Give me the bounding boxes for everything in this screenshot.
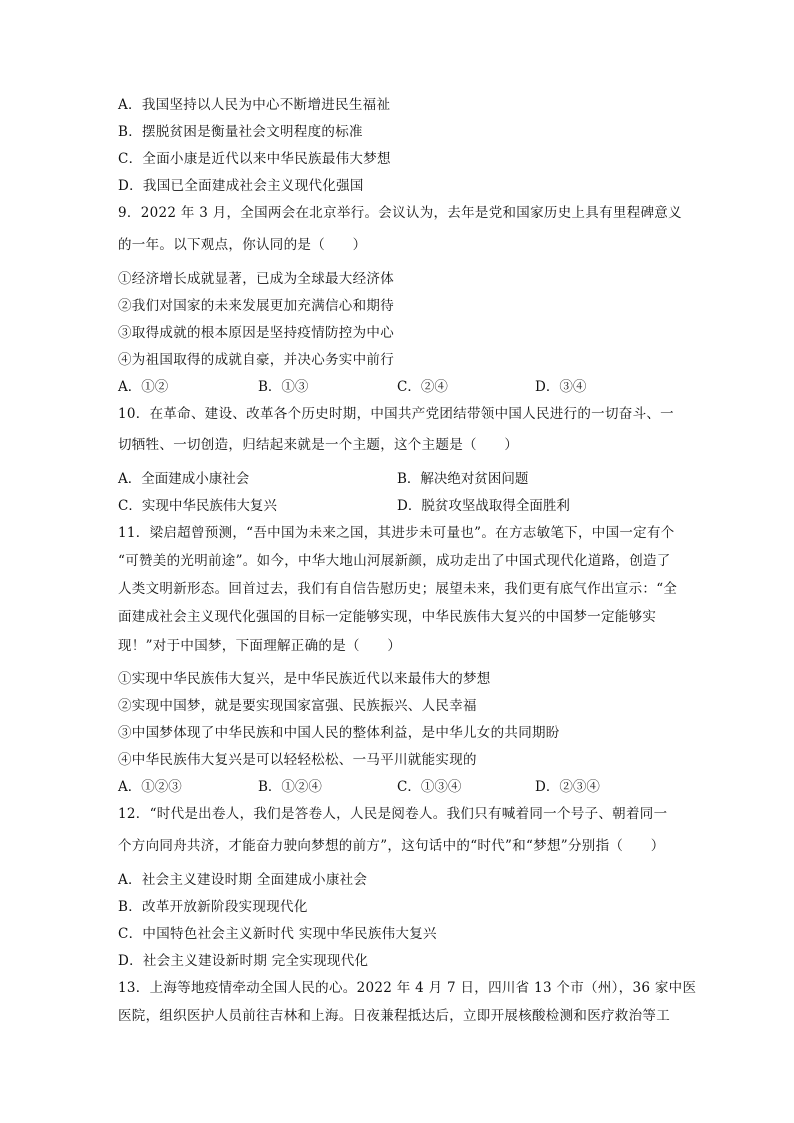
- q11-stem-line: “可赞美的光明前途”。如今，中华大地山河展新颜，成功走出了中国式现代化道路，创造了: [118, 553, 671, 569]
- q11-item: ③中国梦体现了中华民族和中国人民的整体利益，是中华儿女的共同期盼: [118, 725, 560, 741]
- q10-options-row: [118, 497, 678, 515]
- q9-item: ②我们对国家的未来发展更加充满信心和期待: [118, 298, 394, 314]
- q9-item: ④为祖国取得的成就自豪，并决心务实中前行: [118, 352, 394, 368]
- q11-stem-line: 人类文明新形态。回首过去，我们有自信告慰历史；展望未来，我们更有底气作出宣示：“全: [118, 581, 678, 597]
- q8-option-c: C．全面小康是近代以来中华民族最伟大梦想: [118, 151, 391, 167]
- q9-option-b: B．①③: [258, 379, 309, 395]
- q11-item: ①实现中华民族伟大复兴，是中华民族近代以来最伟大的梦想: [118, 671, 491, 687]
- q11-item: ④中华民族伟大复兴是可以轻轻松松、一马平川就能实现的: [118, 752, 477, 768]
- q8-option-a: A．我国坚持以人民为中心不断增进民生福祉: [118, 97, 391, 113]
- q12-option-a: A．社会主义建设时期 全面建成小康社会: [118, 872, 368, 888]
- q11-stem-line: 现！”对于中国梦，下面理解正确的是（ ）: [118, 638, 402, 654]
- q12-option-c: C．中国特色社会主义新时代 实现中华民族伟大复兴: [118, 926, 437, 942]
- q10-option-a: A．全面建成小康社会: [118, 471, 250, 487]
- q10-option-d: D．脱贫攻坚战取得全面胜利: [397, 498, 570, 514]
- q11-item: ②实现中国梦，就是要实现国家富强、民族振兴、人民幸福: [118, 698, 477, 714]
- q13-stem-line: 医院，组织医护人员前往吉林和上海。日夜兼程抵达后，立即开展核酸检测和医疗救治等工: [118, 1008, 670, 1024]
- q12-option-b: B．改革开放新阶段实现现代化: [118, 899, 308, 915]
- q12-option-d: D．社会主义建设新时期 完全实现现代化: [118, 953, 369, 969]
- q11-option-d: D．②③④: [535, 779, 600, 795]
- q10-stem-line: 切牺牲、一切创造，归结起来就是一个主题，这个主题是（ ）: [118, 437, 519, 453]
- q13-stem-line: 13．上海等地疫情牵动全国人民的心。2022 年 4 月 7 日，四川省 13 个市（州），36 家中医: [118, 980, 697, 996]
- q9-stem-line: 9．2022 年 3 月，全国两会在北京举行。会议认为，去年是党和国家历史上具有里程碑意义: [118, 205, 682, 221]
- q12-stem-line: 个方向同舟共济，才能奋力驶向梦想的前方”，这句话中的“时代”和“梦想”分别指（ ）: [118, 838, 665, 854]
- q9-option-c: C．②④: [397, 379, 448, 395]
- q9-stem-line: 的一年。以下观点，你认同的是（ ）: [118, 237, 367, 253]
- q11-option-b: B．①②④: [258, 779, 322, 795]
- q9-options: [118, 378, 678, 396]
- q11-option-a: A．①②③: [118, 779, 182, 795]
- q8-option-b: B．摆脱贫困是衡量社会文明程度的标准: [118, 124, 363, 140]
- q9-option-a: A．①②: [118, 379, 169, 395]
- q10-option-c: C．实现中华民族伟大复兴: [118, 498, 277, 514]
- q10-stem-line: 10．在革命、建设、改革各个历史时期，中国共产党团结带领中国人民进行的一切奋斗、一: [118, 406, 674, 422]
- q11-stem-line: 11．梁启超曾预测，“吾中国为未来之国，其进步未可量也”。在方志敏笔下，中国一定有个: [118, 525, 675, 541]
- q11-options: [118, 778, 678, 796]
- q10-option-b: B．解决绝对贫困问题: [397, 471, 529, 487]
- q9-option-d: D．③④: [535, 379, 587, 395]
- q11-stem-line: 面建成社会主义现代化强国的目标一定能够实现，中华民族伟大复兴的中国梦一定能够实: [118, 609, 657, 625]
- q9-item: ①经济增长成就显著，已成为全球最大经济体: [118, 271, 394, 287]
- q10-options-row: [118, 470, 678, 488]
- q12-stem-line: 12．“时代是出卷人，我们是答卷人，人民是阅卷人。我们只有喊着同一个号子、朝着同一: [118, 806, 668, 822]
- q9-item: ③取得成就的根本原因是坚持疫情防控为中心: [118, 325, 394, 341]
- q8-option-d: D．我国已全面建成社会主义现代化强国: [118, 178, 364, 194]
- q11-option-c: C．①③④: [397, 779, 462, 795]
